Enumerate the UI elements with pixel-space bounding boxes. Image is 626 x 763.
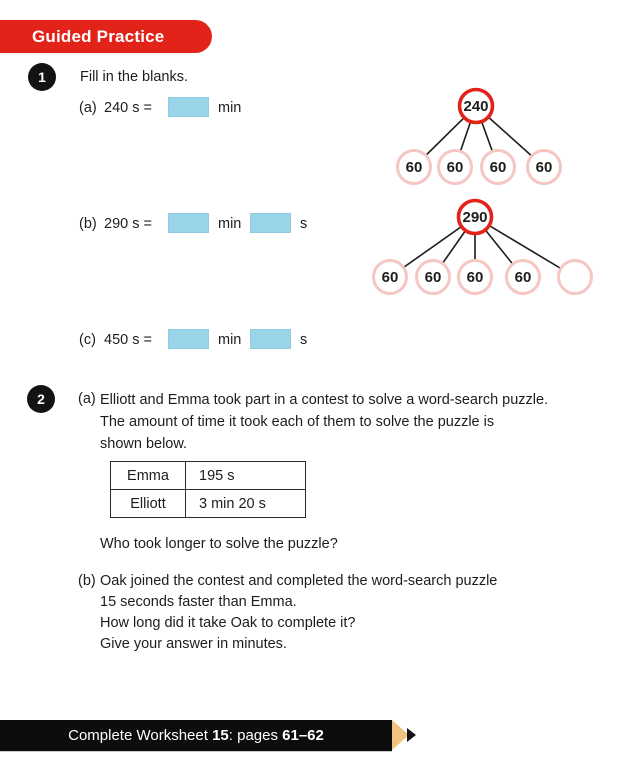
- q2a-line-1: Elliott and Emma took part in a contest to solve a word-search puzzle.: [100, 392, 549, 408]
- q1c-answer-box-min[interactable]: [168, 329, 209, 349]
- table-row-emma: [111, 462, 306, 490]
- question-1-badge: 1: [28, 63, 56, 91]
- table-cell-time: 195 s: [186, 462, 306, 490]
- footer-page-range: 61–62: [282, 727, 324, 744]
- q2a-label: (a): [78, 391, 96, 407]
- q1c-unit-s: s: [300, 332, 308, 348]
- q2b-line-2: 15 seconds faster than Emma.: [100, 594, 297, 610]
- q1c-answer-box-s[interactable]: [250, 329, 291, 349]
- q1b-answer-box-min[interactable]: [168, 213, 209, 233]
- q1b-unit-s: s: [300, 216, 308, 232]
- q2a-question: Who took longer to solve the puzzle?: [100, 536, 338, 552]
- q2b-line-4: Give your answer in minutes.: [100, 636, 287, 652]
- bond-part-value: 60: [446, 159, 464, 176]
- bond-part-value: 60: [466, 269, 484, 286]
- bond-part-value: 60: [489, 159, 507, 176]
- q1-prompt: Fill in the blanks.: [80, 69, 188, 85]
- bond-part-value: 60: [535, 159, 553, 176]
- q2a-line-3: shown below.: [100, 436, 188, 452]
- bond-part-value: 60: [424, 269, 442, 286]
- number-bond-240: [380, 85, 580, 188]
- q1b-unit-min: min: [218, 216, 242, 232]
- q1c-unit-min: min: [218, 332, 242, 348]
- pencil-tip-icon: [407, 728, 416, 742]
- table-cell-name: Emma: [111, 462, 186, 490]
- footer-worksheet-number: 15: [212, 727, 229, 744]
- footer-text-middle: : pages: [228, 727, 278, 744]
- bond-part-value: 60: [514, 269, 532, 286]
- table-row-elliott: [111, 490, 306, 518]
- q1b-label: (b): [79, 216, 97, 232]
- q1a-expression: 240 s =: [104, 100, 152, 116]
- q2b-text: [100, 571, 497, 655]
- bond-empty-circle[interactable]: [559, 261, 592, 294]
- q2a-line-2: The amount of time it took each of them to solve the puzzle is: [100, 414, 495, 430]
- q2b-line-3: How long did it take Oak to complete it?: [100, 615, 356, 631]
- q1a-answer-box-min[interactable]: [168, 97, 209, 117]
- q1b-answer-box-s[interactable]: [250, 213, 291, 233]
- q1a-label: (a): [79, 100, 97, 116]
- bond-part-value: 60: [381, 269, 399, 286]
- q1a-unit-min: min: [218, 100, 242, 116]
- bond-part-value: 60: [405, 159, 423, 176]
- table-cell-time: 3 min 20 s: [186, 490, 306, 518]
- banner-label: Guided Practice: [32, 27, 165, 46]
- number-bond-290: [368, 195, 600, 299]
- q2b-line-1: Oak joined the contest and completed the word-search puzzle: [100, 573, 498, 589]
- q1b-expression: 290 s =: [104, 216, 152, 232]
- bond-total-value: 290: [462, 209, 488, 226]
- q2a-text: [100, 389, 548, 455]
- footer-text-prefix: Complete Worksheet: [68, 727, 208, 744]
- q1c-label: (c): [79, 332, 96, 348]
- results-table: [110, 461, 306, 518]
- bond-total-value: 240: [463, 98, 489, 115]
- q2b-label: (b): [78, 573, 96, 589]
- worksheet-footer-bar: [0, 720, 392, 751]
- q1c-expression: 450 s =: [104, 332, 152, 348]
- table-cell-name: Elliott: [111, 490, 186, 518]
- guided-practice-banner: [0, 20, 212, 53]
- question-2-badge: 2: [27, 385, 55, 413]
